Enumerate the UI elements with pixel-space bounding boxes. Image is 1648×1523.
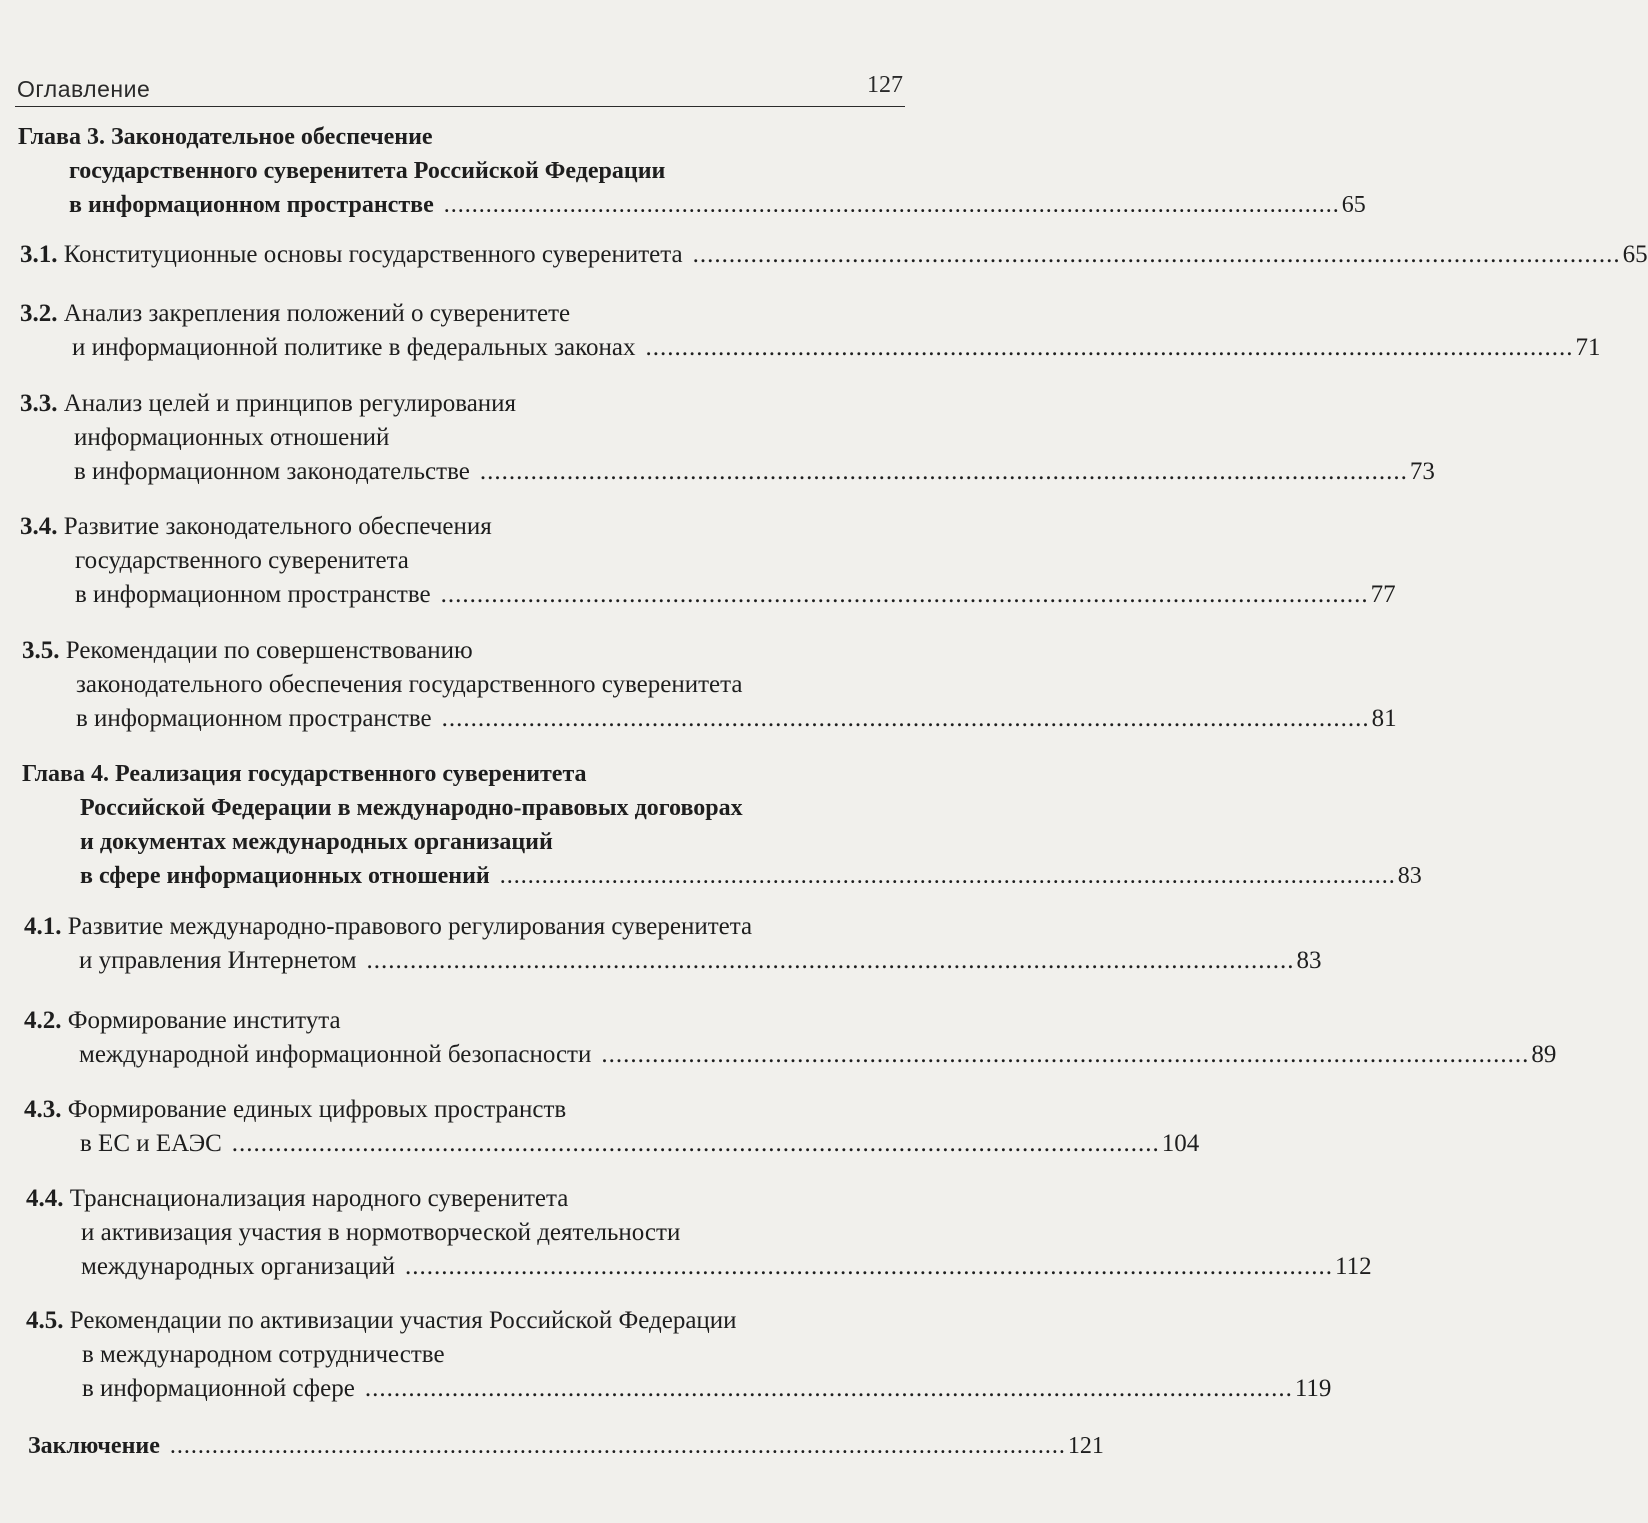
toc-entry-title-line: Развитие международно-правового регулирования суверенитета (67, 913, 753, 940)
toc-entry-conclusion (28, 1429, 1104, 1463)
toc-entry-label: 4.1. (24, 913, 62, 940)
leader-dots: ................................................................................................................................ (601, 1041, 1530, 1068)
toc-entry-title-line: международной информационной безопасности (79, 1041, 592, 1068)
toc-page-number: 119 (1294, 1375, 1332, 1402)
toc-entry-label: 3.3. (20, 390, 58, 417)
toc-page-number: 104 (1161, 1130, 1200, 1157)
toc-entry-chapter-4 (22, 757, 1422, 893)
toc-entry-label: 3.1. (20, 241, 58, 268)
page-number: 127 (867, 72, 903, 98)
toc-entry-title-line: Рекомендации по совершенствованию (65, 637, 473, 664)
toc-page-number: 81 (1371, 705, 1397, 732)
toc-entry-title-line: Анализ целей и принципов регулирования (63, 390, 517, 417)
toc-entry-title-line: Транснационализация народного суверенитета (69, 1185, 569, 1212)
leader-dots: ................................................................................................................................ (231, 1130, 1160, 1157)
toc-entry-title-line: государственного суверенитета (75, 547, 409, 574)
toc-entry-title-line: в информационном пространстве (69, 192, 434, 218)
toc-page-number: 121 (1067, 1433, 1104, 1459)
toc-entry-title-line: и документах международных организаций (80, 829, 553, 855)
toc-entry-4-3 (24, 1093, 1200, 1161)
toc-entry-label: 4.5. (26, 1307, 64, 1334)
toc-entry-title-line: в информационном пространстве (75, 581, 431, 608)
toc-entry-title-line: в международном сотрудничестве (82, 1341, 445, 1368)
toc-entry-chapter-3 (18, 120, 1366, 222)
toc-entry-title-line: Формирование единых цифровых пространств (67, 1096, 567, 1123)
leader-dots: ................................................................................................................................ (366, 947, 1295, 974)
toc-entry-title-line: Анализ закрепления положений о суверенитете (63, 300, 571, 327)
toc-page-number: 83 (1296, 947, 1322, 974)
toc-entry-3-4 (20, 510, 1396, 612)
leader-dots: ................................................................................................................................ (692, 241, 1621, 268)
toc-entry-title-line: и активизация участия в нормотворческой деятельности (81, 1219, 681, 1246)
toc-page-number: 71 (1575, 334, 1601, 361)
toc-entry-title-line: информационных отношений (74, 424, 390, 451)
toc-entry-title-line: в ЕС и ЕАЭС (80, 1130, 222, 1157)
toc-entry-3-5 (22, 634, 1397, 736)
toc-entry-title-line: Заключение (28, 1433, 160, 1459)
toc-page-number: 89 (1531, 1041, 1557, 1068)
toc-entry-title-line: и управления Интернетом (79, 947, 357, 974)
running-head-title: Оглавление (17, 76, 151, 102)
toc-entry-title-line: Законодательное обеспечение (111, 124, 433, 150)
leader-dots: ................................................................................................................................ (443, 192, 1340, 218)
leader-dots: ................................................................................................................................ (364, 1375, 1293, 1402)
toc-page-number: 77 (1370, 581, 1396, 608)
toc-entry-label: 4.2. (24, 1007, 62, 1034)
toc-page-number: 65 (1622, 241, 1648, 268)
toc-entry-title-line: Реализация государственного суверенитета (115, 761, 587, 787)
toc-entry-3-2 (20, 297, 1601, 365)
toc-entry-title-line: Российской Федерации в международно-правовых договорах (80, 795, 743, 821)
toc-page-number: 73 (1409, 458, 1435, 485)
toc-entry-4-4 (26, 1182, 1372, 1284)
toc-page-number: 112 (1335, 1253, 1372, 1280)
running-head (15, 72, 905, 107)
leader-dots: ................................................................................................................................ (479, 458, 1408, 485)
toc-entry-label: Глава 3. (18, 124, 105, 150)
toc-entry-4-5 (26, 1304, 1332, 1406)
toc-entry-4-2 (24, 1004, 1557, 1072)
toc-entry-label: 3.4. (20, 513, 58, 540)
toc-entry-label: 4.3. (24, 1096, 62, 1123)
toc-entry-4-1 (24, 910, 1322, 978)
toc-entry-title-line: в сфере информационных отношений (80, 863, 490, 889)
toc-entry-title-line: государственного суверенитета Российской Федерации (69, 158, 666, 184)
toc-entry-title-line: в информационном пространстве (76, 705, 432, 732)
toc-entry-label: Глава 4. (22, 761, 109, 787)
toc-entry-title-line: международных организаций (81, 1253, 396, 1280)
toc-entry-title-line: и информационной политике в федеральных законах (72, 334, 636, 361)
toc-entry-title-line: в информационном законодательстве (74, 458, 470, 485)
toc-entry-title-line: Рекомендации по активизации участия Российской Федерации (69, 1307, 737, 1334)
toc-page-number: 65 (1341, 192, 1366, 218)
toc-entry-label: 4.4. (26, 1185, 64, 1212)
toc-entry-label: 3.5. (22, 637, 60, 664)
leader-dots: ................................................................................................................................ (440, 581, 1369, 608)
toc-entry-title-line: Формирование института (67, 1007, 341, 1034)
toc-entry-label: 3.2. (20, 300, 58, 327)
toc-entry-3-3 (20, 387, 1435, 489)
toc-entry-3-1 (20, 238, 1648, 272)
leader-dots: ................................................................................................................................ (499, 863, 1396, 889)
leader-dots: ................................................................................................................................ (645, 334, 1574, 361)
leader-dots: ................................................................................................................................ (169, 1433, 1066, 1459)
leader-dots: ................................................................................................................................ (405, 1253, 1334, 1280)
toc-entry-title-line: законодательного обеспечения государственного суверенитета (76, 671, 743, 698)
toc-entry-title-line: Конституционные основы государственного суверенитета (63, 241, 683, 268)
leader-dots: ................................................................................................................................ (441, 705, 1370, 732)
toc-entry-title-line: в информационной сфере (82, 1375, 355, 1402)
toc-entry-title-line: Развитие законодательного обеспечения (63, 513, 492, 540)
toc-page-number: 83 (1397, 863, 1422, 889)
